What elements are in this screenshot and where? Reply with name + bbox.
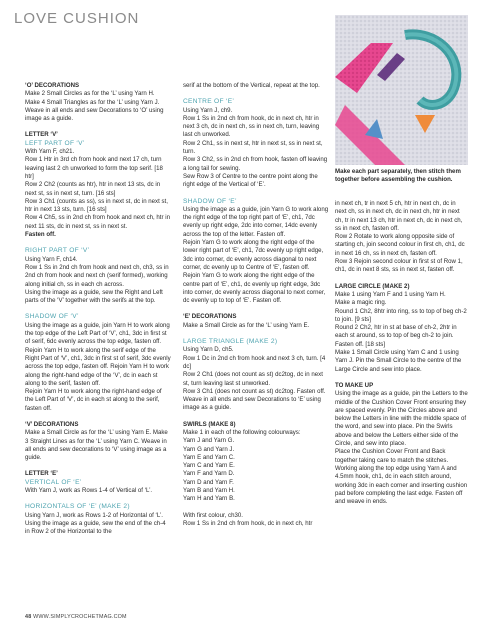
shadow-e-instructions bbox=[183, 206, 330, 306]
right-part-v-instructions bbox=[25, 256, 171, 306]
horizontals-e-subheading: HORIZONTALS OF ‘E’ (MAKE 2) bbox=[25, 503, 130, 511]
swirls-heading: SWIRLS (MAKE 8) bbox=[183, 420, 236, 428]
instruction-line: Rejoin Yarn H to work along the right-hand edge of the Left Part of ‘V’, dc in each st along to the serif, fasten off. bbox=[25, 388, 162, 412]
instruction-line: Make 1 using Yarn F and 1 using Yarn H. bbox=[335, 290, 446, 298]
photo-caption: Make each part separately, then stitch them together before assembling the cushion. bbox=[335, 168, 461, 183]
shadow-e-subheading: SHADOW OF ‘E’ bbox=[183, 197, 237, 205]
crochet-photo bbox=[335, 15, 468, 165]
instruction-line: Using the image as a guide, join Yarn H to work along the top edge of the Left Part of ‘V’, ch1, 3dc in first st of serif, 6dc evenly across the top edge, fasten off. bbox=[25, 321, 170, 346]
fasten-off-text: Fasten off. bbox=[25, 231, 56, 239]
large-circle-heading: LARGE CIRCLE (MAKE 2) bbox=[335, 282, 410, 290]
colourway-item: Yarn H and Yarn B. bbox=[183, 495, 235, 503]
instruction-line: Using Yarn J, ch9. bbox=[183, 106, 233, 114]
colourway-item: Yarn J and Yarn G. bbox=[183, 437, 235, 445]
instruction-line: Rejoin Yarn G to work along the right edge of the lower right part of ‘E’, ch1, 7dc evenly up right edge, 3dc into corner, dc evenly across diagonal to next corner, dc evenly up to Centre of ‘E’, fasten off. bbox=[183, 239, 324, 271]
column-1 bbox=[25, 82, 171, 545]
page-footer bbox=[25, 614, 127, 620]
swirl-continued-instructions bbox=[335, 233, 468, 274]
instruction-line: Using Yarn D, ch5. bbox=[183, 346, 234, 354]
instruction-line: Rejoin Yarn G to work along the right edge of the centre part of ‘E’, ch1, dc evenly up right edge, 3dc into corner, dc evenly across diagonal to next corner, dc evenly up to top of ‘E’. Fasten off. bbox=[183, 272, 326, 305]
column-2 bbox=[183, 82, 330, 528]
e-decorations-heading: ‘E’ DECORATIONS bbox=[183, 313, 237, 321]
instruction-line: Make a magic ring. bbox=[335, 299, 387, 307]
v-decorations-heading: ‘V’ DECORATIONS bbox=[25, 420, 79, 428]
instruction-line: Row 3 Ch1 (counts as ss), ss in next st, dc in next st, htr in next 13 sts, turn. [16 sts] bbox=[25, 197, 168, 214]
page-header: LOVE CUSHION bbox=[14, 10, 140, 27]
instruction-line: Row 3 Ch2, ss in 2nd ch from hook, fasten off leaving a long tail for sewing. bbox=[183, 156, 328, 172]
instruction-line: Using the image as a guide, sew the Right and Left parts of the ‘V’ together with the serifs at the top. bbox=[25, 288, 163, 305]
colourway-item: Yarn F and Yarn D. bbox=[183, 470, 235, 478]
website-url: WWW.SIMPLYCROCHETMAG.COM bbox=[33, 614, 127, 620]
instruction-line: Row 4 Ch5, ss in 2nd ch from hook and next ch, htr in next 11 sts, dc in next st, ss in next st. bbox=[25, 214, 170, 230]
letter-e-heading: LETTER ‘E’ bbox=[25, 470, 58, 478]
instruction-line: Using Yarn F, ch14. bbox=[25, 255, 78, 263]
left-part-v-instructions bbox=[25, 148, 171, 239]
colourway-item: Yarn B and Yarn H. bbox=[183, 487, 235, 495]
column-3 bbox=[335, 200, 468, 506]
v-decorations-text: Make a Small Circle as for the ‘L’ using Yarn E. Make 3 Straight Lines as for the ‘L’ using Yarn C. Weave in all ends and sew decorations to ‘V’ using image as a guide. bbox=[25, 429, 168, 462]
instruction-line: Rejoin Yarn H to work along the serif edge of the Right Part of ‘V’, ch1, 3dc in first st of serif, 3dc evenly across the top edge, fasten off. Rejoin Yarn H to work along the right-hand edge of the ‘V’, dc in each st along to the serif, fasten off. bbox=[25, 346, 171, 387]
instruction-line: Row 2 Ch2 (counts as htr), htr in next 13 sts, dc in next st, ss in next st, turn. [16 sts] bbox=[25, 181, 161, 197]
swirl-colourways bbox=[183, 429, 330, 504]
instruction-line: Row 2 Ch1, ss in next st, htr in next st, ss in next st, turn. bbox=[183, 139, 323, 156]
left-part-v-subheading: LEFT PART OF ‘V’ bbox=[25, 139, 85, 147]
instruction-line: Row 1 Dc in 2nd ch from hook and next 3 ch, turn. [4 dc] bbox=[183, 354, 326, 370]
right-part-v-subheading: RIGHT PART OF ‘V’ bbox=[25, 247, 90, 255]
large-triangle-subheading: LARGE TRIANGLE (MAKE 2) bbox=[183, 338, 278, 346]
letter-v-heading: LETTER ‘V’ bbox=[25, 131, 58, 139]
instruction-line: Row 3 Rejoin second colour in first st of Row 1, ch1, dc in next 8 sts, ss in next st, fasten off. bbox=[335, 258, 463, 274]
horizontals-e-text: Using Yarn J, work as Rows 1-2 of Horizontal of ‘L’. Using the image as a guide, sew the end of the ch-4 in Row 2 of the Horizontal to the bbox=[25, 511, 166, 536]
instruction-line: Make 1 Small Circle using Yarn C and 1 using Yarn J. Pin the Small Circle to the centre of the Large Circle and sew into place. bbox=[335, 349, 462, 373]
instruction-line: Row 1 Ss in 2nd ch from hook, dc in next ch, htr bbox=[183, 519, 313, 527]
large-triangle-instructions bbox=[183, 346, 330, 412]
instruction-line: Row 1 Htr in 3rd ch from hook and next 17 ch, turn leaving last 2 ch unworked to form the top serif. [18 htr] bbox=[25, 156, 163, 180]
shadow-v-subheading: SHADOW OF ‘V’ bbox=[25, 313, 79, 321]
large-circle-instructions bbox=[335, 291, 468, 374]
instruction-line: Row 2 Ch1 (does not count as st) dc2tog, dc in next st, turn leaving last st unworked. bbox=[183, 371, 323, 387]
continued-text: serif at the bottom of the Vertical, repeat at the top. bbox=[183, 82, 320, 89]
instruction-line: Row 2 Rotate to work along opposite side of starting ch, join second colour in first ch, ch1, dc in next 16 ch, ss in next ch, fasten off. bbox=[335, 233, 465, 257]
instruction-line: Row 1 Ss in 2nd ch from hook and next ch, ch3, ss in 2nd ch from hook and next ch (serif formed), working along initial ch, ss in each ch across. bbox=[25, 263, 169, 288]
e-decorations-text: Make a Small Circle as for the ‘L’ using Yarn E. bbox=[183, 321, 310, 329]
instruction-line: Weave in all ends and sew Decorations to ‘E’ using image as a guide. bbox=[183, 396, 321, 412]
centre-e-instructions bbox=[183, 107, 330, 190]
instruction-line: Place the Cushion Cover Front and Back together taking care to match the stitches. Working along the top edge using Yarn A and 4.5mm hook, ch1, dc in each stitch around, working 3dc in each corner and inserting cushion pad before completing the last edge. Fasten off and weave in ends. bbox=[335, 448, 468, 506]
vertical-e-subheading: VERTICAL OF ‘E’ bbox=[25, 478, 82, 486]
swirl-instructions bbox=[183, 512, 330, 529]
instruction-line: Round 1 Ch2, 8htr into ring, ss to top of beg ch-2 to join. [9 sts] bbox=[335, 307, 467, 323]
make-up-instructions bbox=[335, 390, 468, 506]
continued-text: in next ch, tr in next 5 ch, htr in next ch, dc in next ch, ss in next ch, dc in next ch, htr in next ch, tr in next 13 ch, htr in next ch, dc in next ch, ss in next ch, fasten off. bbox=[335, 200, 463, 232]
colourway-item: Yarn G and Yarn J. bbox=[183, 445, 235, 453]
instruction-line: Using the image as a guide, pin the Letters to the middle of the Cushion Cover Front ensuring they are spaced evenly. Pin the Circles above and below the Letters in line with the middle space of the word, and sew into place. Pin the Swirls above and below the Letters either side of the Circle, and sew into place. bbox=[335, 390, 468, 448]
o-decorations-text: Make 2 Small Circles as for the ‘L’ using Yarn H. Make 4 Small Triangles as for the ‘L’ using Yarn J. Weave in all ends and sew Decorations to ‘O’ using image as a guide. bbox=[25, 90, 164, 123]
page-number: 48 bbox=[25, 614, 32, 620]
shadow-v-instructions bbox=[25, 322, 171, 413]
vertical-e-text: With Yarn J, work as Rows 1-4 of Vertical of ‘L’. bbox=[25, 487, 153, 495]
instruction-line: Row 1 Ss in 2nd ch from hook, dc in next ch, htr in next 3 ch, dc in next ch, ss in next ch, turn, leaving last ch unworked. bbox=[183, 114, 320, 139]
instruction-line: Round 2 Ch2, htr in st at base of ch-2, 2htr in each st around, ss to top of beg ch-2 to join. Fasten off. [18 sts] bbox=[335, 324, 457, 348]
instruction-line: Sew Row 3 of Centre to the centre point along the right edge of the Vertical of ‘E’. bbox=[183, 172, 318, 189]
o-decorations-heading: ‘O’ DECORATIONS bbox=[25, 82, 80, 89]
centre-e-subheading: CENTRE OF ‘E’ bbox=[183, 98, 235, 106]
colourway-item: Yarn C and Yarn E. bbox=[183, 462, 235, 470]
colourway-item: Yarn E and Yarn C. bbox=[183, 453, 235, 461]
instruction-line: With Yarn F, ch21. bbox=[25, 148, 75, 156]
instruction-line: Using the image as a guide, join Yarn G to work along the right edge of the top right part of ‘E’, ch1, 7dc evenly up right edge, 2dc into corner, 14dc evenly across the top of the letter. Fasten off. bbox=[183, 205, 329, 238]
swirl-intro: Make 1 in each of the following colourways: bbox=[183, 428, 301, 436]
instruction-line: With first colour, ch30. bbox=[183, 511, 243, 519]
colourway-item: Yarn D and Yarn F. bbox=[183, 478, 234, 486]
instruction-line: Row 3 Ch1 (does not count as st) dc2tog. Fasten off. bbox=[183, 387, 326, 395]
make-up-heading: TO MAKE UP bbox=[335, 381, 374, 389]
